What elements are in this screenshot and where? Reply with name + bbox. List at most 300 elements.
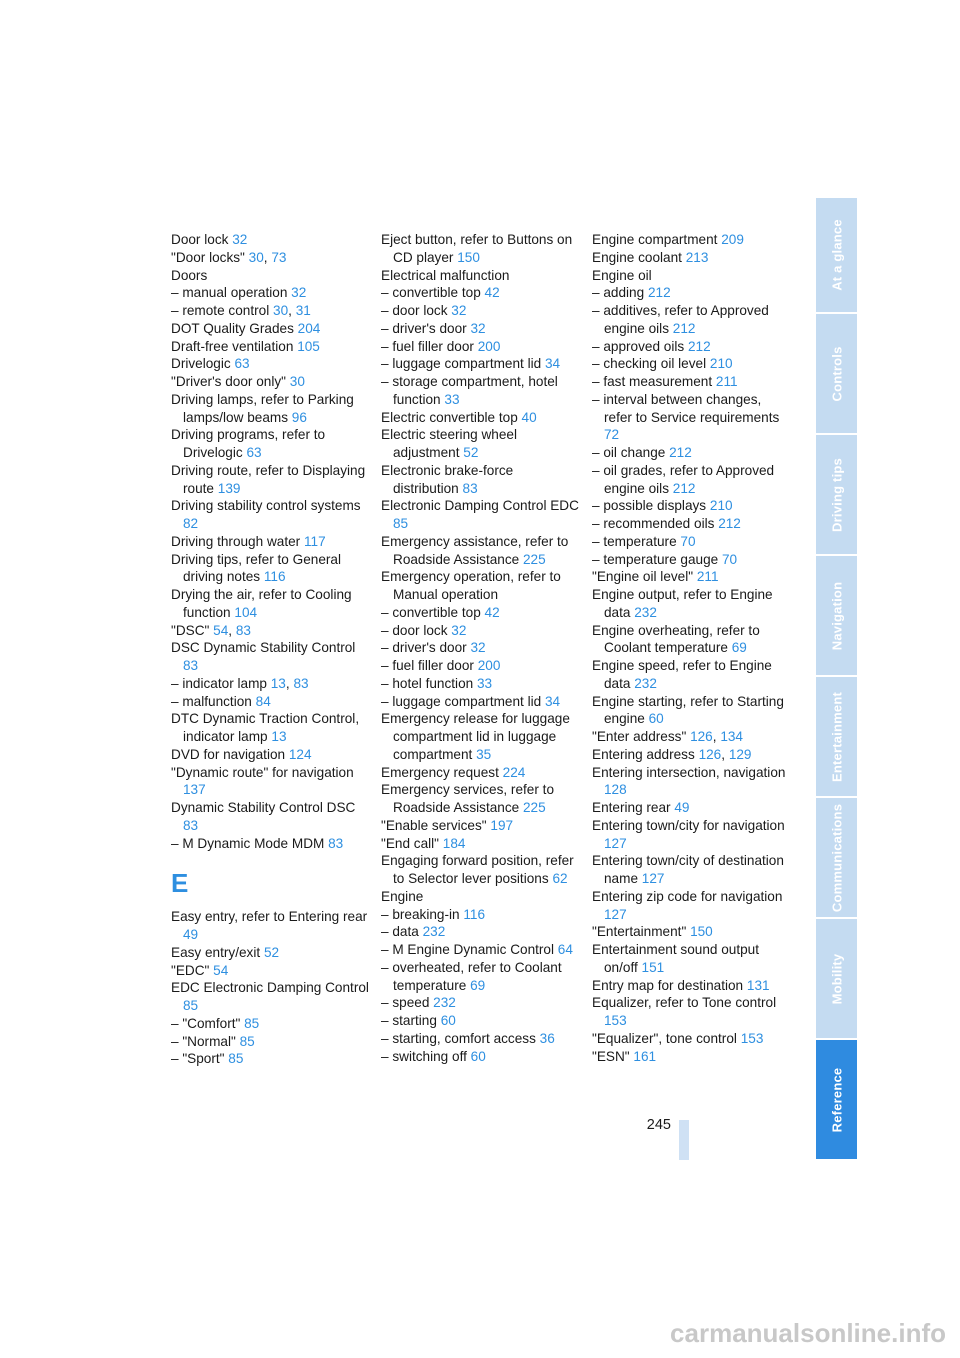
- page-reference-link[interactable]: 73: [271, 249, 287, 265]
- index-entry-text: Entering intersection, navigation: [592, 764, 786, 780]
- page-reference-link[interactable]: 153: [740, 1030, 764, 1046]
- index-entry: [171, 799, 371, 835]
- index-entry-text: Emergency operation, refer to Manual operation: [381, 569, 561, 602]
- index-entry-text: Entering zip code for navigation: [592, 888, 783, 904]
- page-reference-link[interactable]: 85: [183, 998, 199, 1013]
- index-entry: [381, 941, 581, 959]
- page-reference-link[interactable]: 232: [422, 924, 446, 940]
- index-entry: [381, 1012, 581, 1030]
- index-entry-text: – "Normal": [171, 1033, 236, 1049]
- page-reference-link[interactable]: 210: [709, 498, 733, 514]
- page-reference-link[interactable]: 83: [293, 675, 309, 691]
- index-entry-text: Engine speed, refer to Engine data: [592, 658, 772, 691]
- page-reference-link[interactable]: 225: [522, 800, 546, 815]
- index-entry-text: – driver's door: [381, 320, 467, 336]
- page-reference-link[interactable]: 129: [728, 746, 752, 762]
- index-entry-text: Engine oil: [592, 267, 652, 283]
- page-reference-link[interactable]: 31: [295, 303, 311, 318]
- page-reference-link[interactable]: 212: [647, 285, 671, 301]
- page-reference-link[interactable]: 60: [470, 1048, 486, 1064]
- index-entry-text: – temperature: [592, 533, 677, 549]
- page-reference-link[interactable]: 33: [444, 391, 460, 407]
- page-reference-link[interactable]: 126: [690, 729, 713, 744]
- index-entry-text: – indicator lamp: [171, 675, 267, 691]
- page-reference-link[interactable]: 161: [633, 1048, 657, 1064]
- index-entry: [592, 888, 792, 924]
- index-entry: [381, 302, 581, 320]
- index-entry: [592, 693, 792, 729]
- index-entry: [592, 586, 792, 622]
- index-entry: [592, 515, 792, 533]
- index-entry-text: – speed: [381, 995, 430, 1011]
- sidebar-tab-reference[interactable]: [816, 1040, 857, 1159]
- page-reference-link[interactable]: 151: [641, 959, 665, 975]
- index-entry-text: – approved oils: [592, 338, 685, 354]
- page-reference-link[interactable]: 30: [289, 374, 305, 389]
- page-reference-link[interactable]: 33: [476, 675, 493, 691]
- page-reference-link[interactable]: 85: [244, 1015, 260, 1031]
- page-reference-link[interactable]: 116: [463, 906, 486, 922]
- index-entry-text: "Entertainment": [592, 924, 687, 940]
- page-reference-link[interactable]: 84: [255, 693, 271, 709]
- index-column-2: [381, 231, 581, 1065]
- index-entries-e: [171, 908, 371, 1068]
- index-entry-text: – overheated, refer to Coolant temperature: [381, 959, 562, 993]
- page-reference-link[interactable]: 32: [232, 232, 248, 247]
- index-entry: [592, 533, 792, 551]
- index-entry: [592, 852, 792, 888]
- page-reference-link[interactable]: 117: [303, 533, 326, 549]
- page-reference-link[interactable]: 32: [470, 640, 486, 656]
- index-entry-text: Electronic brake-force distribution: [381, 462, 514, 496]
- index-entry: [592, 284, 792, 302]
- index-entry-text: Engine output, refer to Engine data: [592, 587, 773, 620]
- sidebar-tab-label: Controls: [829, 345, 844, 402]
- index-entry: – indicator lamp 13, 83: [171, 675, 309, 691]
- index-entry: [171, 908, 371, 944]
- index-entry: [381, 267, 581, 285]
- index-entry-text: Drivelogic: [171, 356, 231, 372]
- page-reference-link[interactable]: 83: [235, 622, 251, 638]
- page-reference-link[interactable]: 69: [470, 977, 486, 993]
- index-entry-text: – convertible top: [381, 604, 481, 620]
- index-entry-text: – fuel filler door: [381, 338, 474, 354]
- index-entry-text: EDC Electronic Damping Control: [171, 980, 369, 996]
- index-entry: [592, 622, 792, 658]
- page-reference-link[interactable]: 62: [552, 871, 568, 886]
- index-entry: [171, 320, 371, 338]
- index-entry-text: "Door locks": [171, 249, 245, 265]
- sidebar-tab-communications[interactable]: [816, 798, 857, 917]
- page-reference-link[interactable]: 42: [484, 285, 500, 301]
- page-reference-link[interactable]: 13: [270, 675, 286, 691]
- index-entry: [381, 338, 581, 356]
- page-number: 245: [646, 1117, 671, 1133]
- page-reference-link[interactable]: 104: [234, 604, 258, 620]
- page-reference-link[interactable]: 150: [690, 924, 713, 940]
- index-entry-text: Entering address: [592, 746, 695, 762]
- index-entry-text: DOT Quality Grades: [171, 320, 294, 336]
- index-entry-text: – "Comfort": [171, 1015, 241, 1031]
- index-entry: [171, 710, 371, 746]
- page-reference-link[interactable]: 85: [228, 1051, 244, 1067]
- page-reference-link[interactable]: 211: [696, 569, 719, 585]
- index-entry: [171, 1015, 371, 1033]
- page-reference-link[interactable]: 124: [288, 746, 312, 762]
- index-entry-text: – switching off: [381, 1048, 467, 1064]
- page-reference-link[interactable]: 105: [297, 338, 320, 354]
- index-entry-text: Emergency request: [381, 764, 499, 780]
- page-reference-link[interactable]: 209: [721, 232, 744, 247]
- sidebar-tab-label: Reference: [829, 1067, 844, 1132]
- index-entries-d: [171, 231, 371, 852]
- index-entry-text: Equalizer, refer to Tone control: [592, 995, 777, 1011]
- page-reference-link[interactable]: 224: [502, 764, 526, 780]
- page-reference-link[interactable]: 127: [641, 871, 665, 886]
- index-entry-text: Easy entry/exit: [171, 944, 261, 960]
- index-entry-text: Doors: [171, 267, 208, 283]
- page-reference-link[interactable]: 200: [477, 338, 501, 354]
- sidebar-tab-entertainment[interactable]: [816, 677, 857, 796]
- index-entry-text: Driving route, refer to Displaying route: [171, 462, 366, 496]
- index-entry-text: – malfunction: [171, 693, 252, 709]
- index-entry-text: – data: [381, 924, 419, 940]
- page-reference-link[interactable]: 150: [457, 249, 480, 265]
- index-entry-text: – oil grades, refer to Approved engine oils: [592, 462, 775, 496]
- sidebar-tab-label: Entertainment: [829, 691, 844, 782]
- index-entry: [171, 338, 371, 356]
- chapter-sidebar: [816, 198, 857, 1161]
- index-entry-text: Engine compartment: [592, 232, 718, 247]
- page-reference-link[interactable]: 35: [476, 746, 492, 762]
- index-entry: [592, 1030, 792, 1048]
- index-entry-text: – temperature gauge: [592, 551, 719, 567]
- index-entry: [381, 923, 581, 941]
- index-entry-text: Eject button, refer to Buttons on CD player: [381, 232, 573, 265]
- page-reference-link[interactable]: 70: [722, 551, 738, 567]
- index-entry-text: Door lock: [171, 232, 229, 247]
- page-reference-link[interactable]: 212: [687, 338, 711, 354]
- index-entry-text: – door lock: [381, 622, 448, 638]
- index-entry-text: Entering town/city of destination name: [592, 853, 784, 886]
- index-entry: [592, 497, 792, 515]
- index-entry: [592, 355, 792, 373]
- index-entry-text: "Equalizer", tone control: [592, 1030, 737, 1046]
- index-entry-text: Engine overheating, refer to Coolant temperature: [592, 622, 760, 656]
- index-entry-text: – possible displays: [592, 498, 707, 514]
- sidebar-tab-controls[interactable]: [816, 314, 857, 433]
- index-entry-text: "DSC": [171, 622, 210, 638]
- page-reference-link[interactable]: 232: [634, 604, 657, 620]
- page-reference-link[interactable]: 49: [674, 800, 690, 815]
- sidebar-tab-label: Mobility: [829, 953, 844, 1004]
- index-entry: [171, 391, 371, 427]
- index-entry-text: – remote control: [171, 303, 270, 318]
- page-reference-link[interactable]: 83: [183, 817, 199, 833]
- index-entry-text: Dynamic Stability Control DSC: [171, 800, 356, 815]
- index-entry: [381, 817, 581, 835]
- page-reference-link[interactable]: 131: [746, 977, 770, 993]
- page-reference-link[interactable]: 83: [328, 835, 344, 851]
- page-reference-link[interactable]: 30: [248, 249, 264, 265]
- index-entry-text: – additives, refer to Approved engine oils: [592, 303, 769, 336]
- index-entry-text: Electronic Damping Control EDC: [381, 498, 579, 514]
- index-entry: [171, 373, 371, 391]
- index-entry-text: – M Engine Dynamic Control: [381, 942, 555, 957]
- index-entry-text: – starting, comfort access: [381, 1030, 536, 1046]
- index-entry-text: Engine coolant: [592, 249, 682, 265]
- index-entry-text: – "Sport": [171, 1051, 225, 1067]
- index-entry-text: – storage compartment, hotel function: [381, 374, 558, 407]
- index-entry-text: Driving lamps, refer to Parking lamps/low beams: [171, 391, 354, 425]
- index-entry: "Door locks" 30, 73: [171, 249, 287, 265]
- index-entry-text: Entry map for destination: [592, 977, 744, 993]
- index-entry-text: – door lock: [381, 303, 448, 318]
- index-entry: [592, 373, 792, 391]
- index-entry: [381, 1030, 581, 1048]
- index-entry-text: Driving stability control systems: [171, 498, 361, 514]
- page-reference-link[interactable]: 70: [680, 533, 696, 549]
- page-reference-link[interactable]: 32: [470, 320, 486, 336]
- index-entry-text: "Engine oil level": [592, 569, 694, 585]
- index-entry: [171, 586, 371, 622]
- page-reference-link[interactable]: 204: [297, 320, 321, 336]
- index-entry: [381, 906, 581, 924]
- sidebar-tab-driving-tips[interactable]: [816, 435, 857, 554]
- index-entry-text: "End call": [381, 835, 440, 851]
- index-entry-text: – M Dynamic Mode MDM: [171, 835, 325, 851]
- index-entry: [171, 355, 371, 373]
- page-reference-link[interactable]: 96: [291, 409, 307, 425]
- index-entry-text: Emergency services, refer to Roadside Assistance: [381, 782, 555, 815]
- sidebar-tab-label: At a glance: [829, 219, 844, 291]
- page-reference-link[interactable]: 85: [239, 1033, 255, 1049]
- index-column-3: [592, 231, 792, 1065]
- index-entry: [381, 764, 581, 782]
- index-entry-text: Electric convertible top: [381, 409, 518, 425]
- index-entry: [171, 1033, 371, 1051]
- sidebar-tab-label: Communications: [829, 803, 844, 912]
- index-entry-text: Engine: [381, 888, 424, 904]
- sidebar-tab-navigation[interactable]: [816, 556, 857, 675]
- page-reference-link[interactable]: 83: [183, 658, 199, 673]
- page-reference-link[interactable]: 139: [217, 480, 241, 496]
- index-entry: "DSC" 54, 83: [171, 622, 251, 638]
- index-entry: [381, 604, 581, 622]
- index-entry: [171, 533, 371, 551]
- index-entry: [171, 462, 371, 498]
- page-reference-link[interactable]: 52: [263, 944, 280, 960]
- index-entry: [592, 249, 792, 267]
- page-reference-link[interactable]: 34: [544, 356, 561, 372]
- index-entry: [381, 710, 581, 763]
- index-entry-text: Entertainment sound output on/off: [592, 942, 760, 975]
- page-reference-link[interactable]: 211: [715, 374, 738, 389]
- index-entry: [381, 639, 581, 657]
- index-entry-text: – luggage compartment lid: [381, 356, 542, 372]
- sidebar-tab-at-a-glance[interactable]: [816, 198, 857, 312]
- page-reference-link[interactable]: 32: [451, 303, 467, 318]
- index-entry-text: Engaging forward position, refer to Selector lever positions: [381, 853, 574, 886]
- index-entry: [171, 551, 371, 587]
- page-reference-link[interactable]: 200: [477, 658, 501, 673]
- index-entry: [592, 994, 792, 1030]
- page-reference-link[interactable]: 197: [490, 817, 514, 833]
- index-entry: [171, 835, 371, 853]
- index-entry: [592, 462, 792, 498]
- index-entry: [592, 568, 792, 586]
- index-entry-text: Electrical malfunction: [381, 267, 510, 283]
- index-entry-text: DSC Dynamic Stability Control: [171, 640, 356, 656]
- page-reference-link[interactable]: 184: [442, 835, 466, 851]
- watermark: carmanualsonline.info: [670, 1318, 946, 1348]
- index-entry: [381, 497, 581, 533]
- page-number-bar: [679, 1120, 689, 1160]
- page-reference-link[interactable]: 210: [709, 356, 733, 372]
- index-entry: [171, 284, 371, 302]
- index-entry: [592, 764, 792, 800]
- index-entry: [381, 888, 581, 906]
- page-reference-link[interactable]: 127: [604, 906, 627, 922]
- page-reference-link[interactable]: 72: [604, 427, 620, 443]
- index-entry: Entering address 126, 129: [592, 746, 752, 762]
- index-entry: [381, 426, 581, 462]
- page-reference-link[interactable]: 13: [271, 729, 287, 744]
- index-entry: [381, 284, 581, 302]
- page-reference-link[interactable]: 34: [544, 693, 561, 709]
- index-entry-text: Electric steering wheel adjustment: [381, 427, 517, 460]
- index-entry: [592, 1048, 792, 1066]
- index-entry: [171, 962, 371, 980]
- index-entry: [171, 746, 371, 764]
- index-entry: [171, 1050, 371, 1068]
- index-entry-text: – checking oil level: [592, 356, 707, 372]
- sidebar-tab-label: Navigation: [829, 581, 844, 650]
- page-reference-link[interactable]: 40: [521, 409, 537, 425]
- index-entry-text: Entering town/city for navigation: [592, 817, 785, 833]
- page-reference-link[interactable]: 232: [634, 675, 657, 691]
- index-entry: [381, 533, 581, 569]
- index-entry: [592, 941, 792, 977]
- page-reference-link[interactable]: 54: [213, 622, 229, 638]
- page-reference-link[interactable]: 213: [685, 249, 709, 265]
- index-entry-text: – starting: [381, 1013, 437, 1028]
- page-reference-link[interactable]: 225: [522, 551, 546, 567]
- index-entry-text: – interval between changes, refer to Service requirements: [592, 391, 780, 425]
- page-reference-link[interactable]: 69: [731, 640, 747, 656]
- index-entry-text: – hotel function: [381, 675, 474, 691]
- index-entry-text: Engine starting, refer to Starting engine: [592, 693, 784, 727]
- index-entry-text: – fast measurement: [592, 374, 713, 389]
- index-entry-text: Driving tips, refer to General driving notes: [171, 551, 341, 585]
- page-reference-link[interactable]: 60: [440, 1013, 456, 1028]
- page-reference-link[interactable]: 32: [451, 622, 467, 638]
- index-entry-text: – manual operation: [171, 285, 288, 301]
- page-reference-link[interactable]: 127: [604, 835, 627, 851]
- index-entry-text: Driving programs, refer to Drivelogic: [171, 427, 326, 460]
- index-entry: [171, 497, 371, 533]
- index-entry: [381, 355, 581, 373]
- index-entry: [592, 444, 792, 462]
- index-entry: [592, 817, 792, 853]
- index-entry: [381, 852, 581, 888]
- page-reference-link[interactable]: 85: [393, 516, 409, 531]
- index-entry: [592, 302, 792, 338]
- page-reference-link[interactable]: 64: [557, 942, 573, 957]
- page-reference-link[interactable]: 128: [604, 782, 627, 798]
- index-entry: [171, 764, 371, 800]
- page-reference-link[interactable]: 52: [463, 445, 479, 460]
- index-entry-text: – fuel filler door: [381, 658, 474, 673]
- page-reference-link[interactable]: 232: [433, 995, 456, 1011]
- index-entry: – remote control 30, 31: [171, 303, 311, 318]
- index-entry: [381, 835, 581, 853]
- index-entry-text: "Enter address": [592, 729, 687, 744]
- index-entry: [381, 675, 581, 693]
- index-entry-text: "ESN": [592, 1048, 630, 1064]
- page-reference-link[interactable]: 60: [648, 711, 664, 727]
- sidebar-tab-label: Driving tips: [829, 457, 844, 532]
- index-entry-text: Entering rear: [592, 800, 671, 815]
- index-entry-text: DTC Dynamic Traction Control, indicator lamp: [171, 711, 360, 744]
- index-entry-text: Easy entry, refer to Entering rear: [171, 909, 368, 925]
- index-entry-text: "Dynamic route" for navigation: [171, 764, 354, 780]
- index-entry: "Enter address" 126, 134: [592, 729, 743, 744]
- index-entry: [592, 923, 792, 941]
- page-reference-link[interactable]: 49: [183, 927, 199, 942]
- index-entry-text: Emergency assistance, refer to Roadside Assistance: [381, 533, 569, 567]
- page-reference-link[interactable]: 82: [183, 516, 199, 531]
- index-entry: [381, 568, 581, 604]
- index-entry: [171, 267, 371, 285]
- index-entry: [381, 320, 581, 338]
- page-reference-link[interactable]: 212: [672, 480, 696, 496]
- sidebar-tab-mobility[interactable]: [816, 919, 857, 1038]
- page-reference-link[interactable]: 83: [462, 480, 478, 496]
- page-reference-link[interactable]: 212: [669, 445, 692, 460]
- index-entry: [171, 979, 371, 1015]
- index-entry: [171, 693, 371, 711]
- index-entry: [592, 799, 792, 817]
- index-entry: [381, 373, 581, 409]
- index-entry: [381, 231, 581, 267]
- index-entry: [171, 426, 371, 462]
- page-reference-link[interactable]: 212: [672, 320, 696, 336]
- index-entry: [171, 231, 371, 249]
- page-reference-link[interactable]: 30: [273, 303, 289, 318]
- index-entry: [592, 391, 792, 444]
- index-entry: [381, 657, 581, 675]
- index-entry-text: – oil change: [592, 445, 666, 460]
- page-reference-link[interactable]: 126: [698, 746, 722, 762]
- index-entry-text: Drying the air, refer to Cooling function: [171, 587, 352, 620]
- page-reference-link[interactable]: 63: [246, 445, 262, 460]
- page-reference-link[interactable]: 153: [604, 1013, 627, 1028]
- index-entry: [592, 977, 792, 995]
- page-reference-link[interactable]: 54: [213, 962, 229, 978]
- page-reference-link[interactable]: 63: [234, 356, 250, 372]
- page-reference-link[interactable]: 212: [718, 516, 741, 531]
- page-reference-link[interactable]: 137: [183, 782, 206, 798]
- index-entry: [381, 1048, 581, 1066]
- page-reference-link[interactable]: 32: [291, 285, 307, 301]
- page-reference-link[interactable]: 134: [720, 729, 743, 744]
- section-letter-heading: E: [171, 868, 189, 899]
- page-reference-link[interactable]: 116: [263, 569, 286, 585]
- page-reference-link[interactable]: 42: [484, 604, 500, 620]
- index-entry: [381, 781, 581, 817]
- page-reference-link[interactable]: 36: [539, 1030, 555, 1046]
